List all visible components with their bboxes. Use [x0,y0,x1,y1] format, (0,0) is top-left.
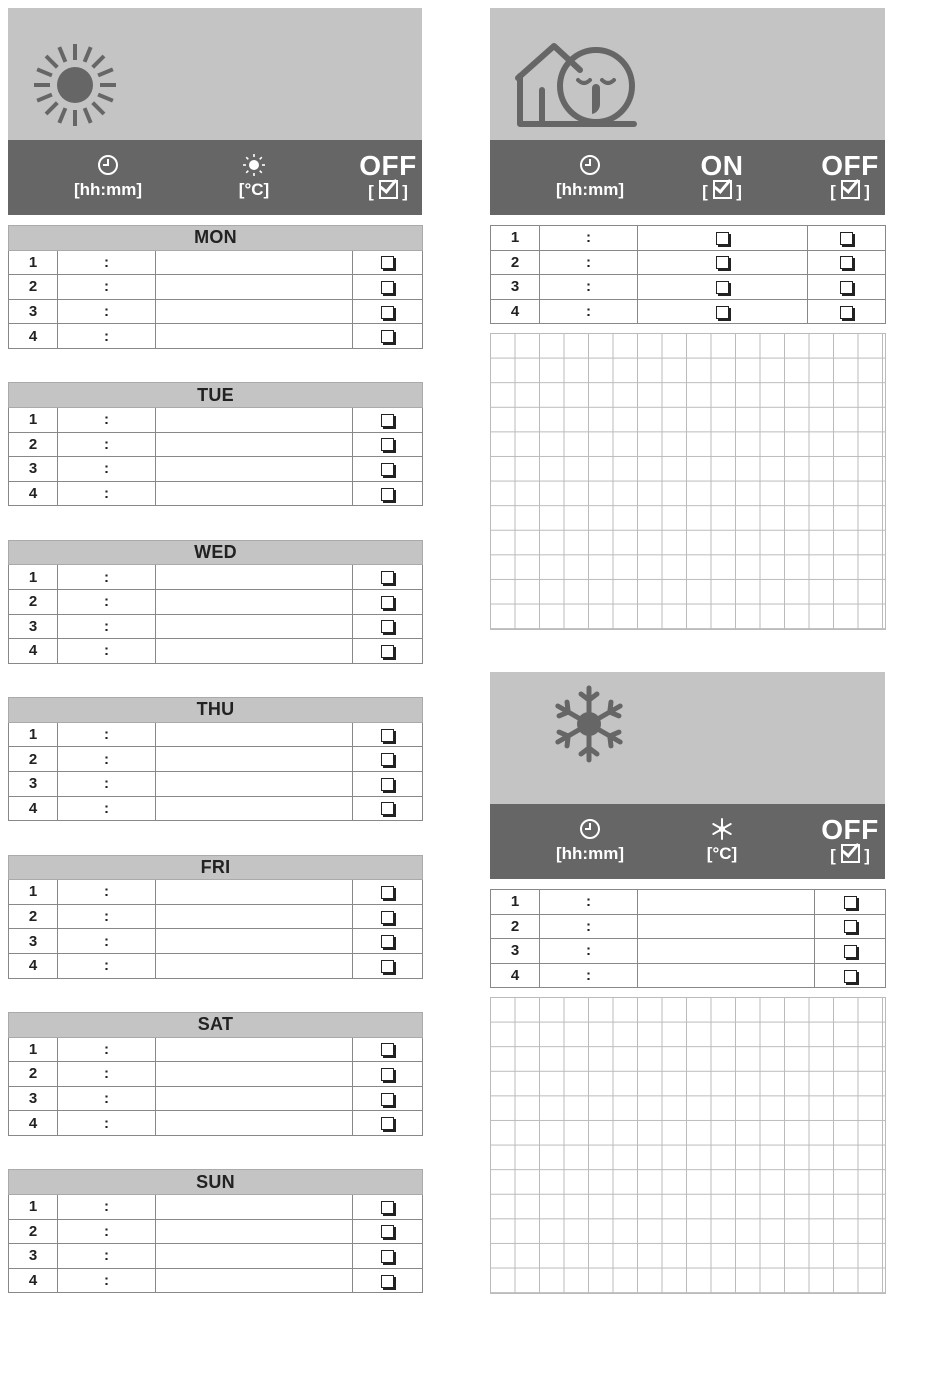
off-checkbox[interactable] [353,481,423,506]
off-checkbox[interactable] [353,904,423,929]
checkbox-icon[interactable] [844,920,857,933]
table-row [9,324,423,349]
off-checkbox[interactable] [353,432,423,457]
row-number: 2 [491,250,540,275]
small-sun-icon [242,153,266,177]
off-checkbox[interactable] [353,722,423,747]
cooling-panel [490,672,885,879]
cooling-temp-column [682,804,762,879]
off-checkbox[interactable] [353,1244,423,1269]
checkbox-icon[interactable] [381,778,394,791]
checkbox-icon[interactable] [381,256,394,269]
cooling-header [490,672,885,804]
row-number: 1 [491,890,540,915]
temp-field[interactable] [156,250,353,275]
temp-field[interactable] [156,407,353,432]
table-row [491,963,886,988]
row-number: 1 [9,565,58,590]
table-row [9,1244,423,1269]
quiet-off-column [810,140,890,215]
off-checkbox[interactable] [353,1037,423,1062]
bracket-right: ] [736,182,742,201]
table-row [9,953,423,978]
heating-time-column [58,140,158,215]
off-checkbox[interactable] [353,1086,423,1111]
row-number: 4 [9,639,58,664]
temp-field[interactable] [156,1086,353,1111]
off-checkbox[interactable] [353,771,423,796]
checkbox-icon[interactable] [716,281,729,294]
quiet-column-bar [490,140,885,215]
off-checkbox[interactable] [353,639,423,664]
off-checkbox[interactable] [353,324,423,349]
time-field[interactable]: : [58,1194,156,1219]
off-checkbox[interactable] [808,275,886,300]
day-table-sat [8,1012,423,1136]
quiet-on-column [682,140,762,215]
row-number: 1 [9,1037,58,1062]
quiet-home-icon [514,42,644,132]
table-row [9,299,423,324]
time-field[interactable]: : [58,614,156,639]
table-row [9,250,423,275]
row-number: 1 [491,226,540,251]
checkbox-icon[interactable] [381,438,394,451]
time-field[interactable]: : [58,324,156,349]
off-checkbox[interactable] [353,457,423,482]
table-row [9,929,423,954]
table-row [9,589,423,614]
row-number: 3 [9,299,58,324]
table-row [9,880,423,905]
row-number: 2 [491,914,540,939]
table-row [9,565,423,590]
checkbox-icon[interactable] [844,896,857,909]
time-field[interactable]: : [540,226,638,251]
temp-field[interactable] [156,1062,353,1087]
row-number: 4 [9,324,58,349]
time-field[interactable]: : [58,1111,156,1136]
day-name: TUE [9,383,423,408]
temp-field[interactable] [156,929,353,954]
temp-field[interactable] [638,890,815,915]
temp-field[interactable] [156,953,353,978]
time-field[interactable]: : [58,771,156,796]
temp-field[interactable] [156,275,353,300]
day-name: SUN [9,1170,423,1195]
cooling-off-column [810,804,890,879]
temp-field[interactable] [156,1111,353,1136]
table-row [491,299,886,324]
row-number: 3 [9,929,58,954]
checkbox-icon[interactable] [716,256,729,269]
checkbox-icon[interactable] [840,306,853,319]
day-name: MON [9,226,423,251]
time-field[interactable]: : [540,890,638,915]
time-field[interactable]: : [58,250,156,275]
table-row [9,1062,423,1087]
heating-column-bar [8,140,422,215]
time-field[interactable]: : [58,1219,156,1244]
table-row [9,1268,423,1293]
off-checkbox[interactable] [353,1194,423,1219]
off-checkbox[interactable] [353,1062,423,1087]
small-snowflake-icon [710,817,734,841]
checked-box-icon [713,180,732,199]
checkbox-icon[interactable] [381,645,394,658]
checkbox-icon[interactable] [381,935,394,948]
heating-temp-label: [°C] [238,180,270,199]
bracket-left: [ [830,846,836,865]
time-field[interactable]: : [58,929,156,954]
off-checkbox[interactable] [353,953,423,978]
quiet-on-label: ON [700,150,744,181]
row-number: 4 [9,481,58,506]
time-field[interactable]: : [58,481,156,506]
bracket-right: ] [864,182,870,201]
row-number: 4 [9,1111,58,1136]
day-name: FRI [9,855,423,880]
table-row [491,275,886,300]
bracket-right: ] [864,846,870,865]
table-row [491,226,886,251]
time-field[interactable]: : [58,1037,156,1062]
row-number: 4 [9,796,58,821]
quiet-schedule-table [490,225,886,324]
row-number: 3 [491,939,540,964]
heating-time-label: [hh:mm] [74,180,142,199]
table-row [9,722,423,747]
time-field[interactable]: : [540,963,638,988]
table-row [9,1086,423,1111]
off-checkbox[interactable] [808,299,886,324]
heating-off-label: OFF [359,150,417,181]
checkbox-icon[interactable] [381,1250,394,1263]
row-number: 1 [9,407,58,432]
row-number: 4 [491,299,540,324]
off-checkbox[interactable] [815,939,886,964]
table-row [9,407,423,432]
checkbox-icon[interactable] [716,232,729,245]
temp-field[interactable] [156,1194,353,1219]
off-checkbox[interactable] [808,250,886,275]
table-row [9,639,423,664]
checkbox-icon[interactable] [381,414,394,427]
off-checkbox[interactable] [808,226,886,251]
day-table-wed [8,540,423,664]
temp-field[interactable] [156,589,353,614]
quiet-time-column [540,140,640,215]
checkbox-icon[interactable] [381,960,394,973]
row-number: 3 [9,1244,58,1269]
temp-field[interactable] [156,880,353,905]
cooling-off-label: OFF [821,814,879,845]
on-checkbox[interactable] [638,275,808,300]
off-checkbox[interactable] [815,963,886,988]
checkbox-icon[interactable] [381,729,394,742]
temp-field[interactable] [638,963,815,988]
clock-icon [97,154,119,176]
temp-field[interactable] [156,565,353,590]
table-row [9,747,423,772]
off-checkbox[interactable] [815,914,886,939]
time-field[interactable]: : [58,747,156,772]
off-checkbox[interactable] [353,1268,423,1293]
row-number: 1 [9,1194,58,1219]
clock-icon [579,154,601,176]
cooling-schedule-table [490,889,886,988]
checkbox-icon[interactable] [381,1093,394,1106]
bracket-right: ] [402,182,408,201]
row-number: 1 [9,880,58,905]
cooling-column-bar [490,804,885,879]
checkbox-icon[interactable] [381,596,394,609]
row-number: 2 [9,432,58,457]
checkbox-icon[interactable] [381,1117,394,1130]
checkbox-icon[interactable] [381,620,394,633]
checkbox-icon[interactable] [381,802,394,815]
time-field[interactable]: : [540,299,638,324]
day-name: SAT [9,1013,423,1038]
time-field[interactable]: : [58,589,156,614]
table-row [9,904,423,929]
off-checkbox[interactable] [353,299,423,324]
row-number: 2 [9,275,58,300]
row-number: 1 [9,722,58,747]
day-name: WED [9,540,423,565]
day-table-fri [8,855,423,979]
temp-field[interactable] [156,299,353,324]
quiet-off-label: OFF [821,150,879,181]
time-field[interactable]: : [58,457,156,482]
row-number: 2 [9,1219,58,1244]
row-number: 4 [9,953,58,978]
table-row [9,1037,423,1062]
heating-header [8,8,422,140]
off-checkbox[interactable] [353,275,423,300]
sun-icon [30,40,120,130]
row-number: 3 [9,457,58,482]
temp-field[interactable] [156,639,353,664]
temp-field[interactable] [156,722,353,747]
temp-field[interactable] [156,324,353,349]
time-field[interactable]: : [58,1268,156,1293]
row-number: 3 [9,1086,58,1111]
row-number: 3 [491,275,540,300]
time-field[interactable]: : [58,565,156,590]
off-checkbox[interactable] [353,747,423,772]
table-row [9,481,423,506]
on-checkbox[interactable] [638,250,808,275]
on-checkbox[interactable] [638,299,808,324]
temp-field[interactable] [156,904,353,929]
day-table-mon [8,225,423,349]
temp-field[interactable] [156,771,353,796]
time-field[interactable]: : [540,914,638,939]
temp-field[interactable] [156,1219,353,1244]
row-number: 2 [9,747,58,772]
row-number: 4 [491,963,540,988]
time-field[interactable]: : [58,796,156,821]
temp-field[interactable] [156,1268,353,1293]
off-checkbox[interactable] [353,250,423,275]
temp-field[interactable] [638,914,815,939]
clock-icon [579,818,601,840]
checkbox-icon[interactable] [381,488,394,501]
time-field[interactable]: : [540,939,638,964]
off-checkbox[interactable] [353,796,423,821]
time-field[interactable]: : [58,407,156,432]
off-checkbox[interactable] [353,929,423,954]
checkbox-icon[interactable] [381,1225,394,1238]
row-number: 1 [9,250,58,275]
off-checkbox[interactable] [353,614,423,639]
heating-panel [8,8,422,215]
checkbox-icon[interactable] [381,1043,394,1056]
time-field[interactable]: : [58,880,156,905]
time-field[interactable]: : [58,722,156,747]
table-row [9,432,423,457]
checkbox-icon[interactable] [381,571,394,584]
checkbox-icon[interactable] [381,1068,394,1081]
table-row [491,890,886,915]
snowflake-icon [549,684,629,764]
temp-field[interactable] [156,481,353,506]
checkbox-icon[interactable] [381,911,394,924]
day-table-tue [8,382,423,506]
row-number: 2 [9,1062,58,1087]
temp-field[interactable] [156,747,353,772]
time-field[interactable]: : [58,299,156,324]
day-table-sun [8,1169,423,1293]
checked-box-icon [841,844,860,863]
quiet-notes-grid[interactable] [490,333,886,630]
checkbox-icon[interactable] [381,463,394,476]
checkbox-icon[interactable] [381,306,394,319]
off-checkbox[interactable] [353,407,423,432]
off-checkbox[interactable] [353,1111,423,1136]
temp-field[interactable] [156,432,353,457]
row-number: 4 [9,1268,58,1293]
bracket-left: [ [830,182,836,201]
checkbox-icon[interactable] [381,1201,394,1214]
temp-field[interactable] [156,1244,353,1269]
off-checkbox[interactable] [353,565,423,590]
off-checkbox[interactable] [353,589,423,614]
row-number: 2 [9,904,58,929]
checkbox-icon[interactable] [381,1275,394,1288]
time-field[interactable]: : [58,639,156,664]
table-row [491,250,886,275]
temp-field[interactable] [156,614,353,639]
time-field[interactable]: : [58,1062,156,1087]
time-field[interactable]: : [540,250,638,275]
cooling-time-column [540,804,640,879]
off-checkbox[interactable] [815,890,886,915]
table-row [9,614,423,639]
quiet-time-label: [hh:mm] [556,180,624,199]
temp-field[interactable] [156,457,353,482]
quiet-header [490,8,885,140]
day-name: THU [9,698,423,723]
heating-temp-column [214,140,294,215]
table-row [491,939,886,964]
checked-box-icon [841,180,860,199]
cooling-temp-label: [°C] [706,844,738,863]
time-field[interactable]: : [58,953,156,978]
checkbox-icon[interactable] [844,945,857,958]
table-row [9,796,423,821]
heating-off-column [348,140,428,215]
checkbox-icon[interactable] [381,753,394,766]
table-row [9,1219,423,1244]
checkbox-icon[interactable] [381,886,394,899]
table-row [9,771,423,796]
table-row [9,457,423,482]
cooling-time-label: [hh:mm] [556,844,624,863]
temp-field[interactable] [156,796,353,821]
checkbox-icon[interactable] [840,281,853,294]
time-field[interactable]: : [58,275,156,300]
time-field[interactable]: : [58,904,156,929]
table-row [9,1111,423,1136]
row-number: 3 [9,771,58,796]
on-checkbox[interactable] [638,226,808,251]
bracket-left: [ [368,182,374,201]
time-field[interactable]: : [58,432,156,457]
temp-field[interactable] [638,939,815,964]
time-field[interactable]: : [540,275,638,300]
time-field[interactable]: : [58,1086,156,1111]
checkbox-icon[interactable] [840,256,853,269]
checkbox-icon[interactable] [381,330,394,343]
temp-field[interactable] [156,1037,353,1062]
off-checkbox[interactable] [353,1219,423,1244]
row-number: 2 [9,589,58,614]
checkbox-icon[interactable] [381,281,394,294]
checkbox-icon[interactable] [716,306,729,319]
cooling-notes-grid[interactable] [490,997,886,1294]
table-row [491,914,886,939]
off-checkbox[interactable] [353,880,423,905]
quiet-panel [490,8,885,215]
row-number: 3 [9,614,58,639]
checkbox-icon[interactable] [840,232,853,245]
day-table-thu [8,697,423,821]
time-field[interactable]: : [58,1244,156,1269]
checkbox-icon[interactable] [844,970,857,983]
table-row [9,1194,423,1219]
table-row [9,275,423,300]
checked-box-icon [379,180,398,199]
bracket-left: [ [702,182,708,201]
